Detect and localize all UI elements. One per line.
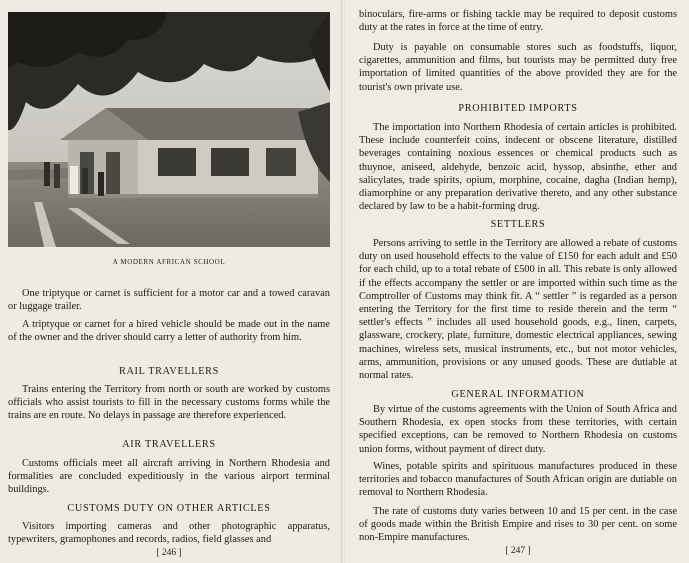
paragraph-rate-of-duty: The rate of customs duty varies between 10 and 15 per cent. in the case of goods made within the British Empire and rises to 30 per cent. on some non-Empire manufactures. [359, 506, 677, 544]
paragraph-wines: Wines, potable spirits and spirituous manufactures produced in these territories and tobacco manufactures of South African origin are dutiable on removal to Northern Rhodesia. [359, 461, 677, 499]
heading-general-information: GENERAL INFORMATION [451, 389, 585, 400]
paragraph-prohibited-imports: The importation into Northern Rhodesia of certain articles is prohibited. These include counterfeit coins, indecent or obscene literature, distilled beverages containing noxious essences or chemical products such as thuynoe, aniseed, aldehyde, benzoic acid, hyssop, absinthe, ether and salicylates, trade spirits, opium, morphine, cocaine, dagha (Indian hemp), diamorphine or any preparation derivative thereto, and any other substance declared by law to be a habit-forming drug. [359, 122, 677, 213]
photo-caption: A MODERN AFRICAN SCHOOL [112, 258, 226, 266]
right-page [345, 0, 689, 563]
page-number: [ 246 ] [156, 548, 182, 558]
paragraph-consumable-duty: Duty is payable on consumable stores such as foodstuffs, liquor, cigarettes, ammunition and films, but tourists may be permitted duty free importation of limited quantities of the above provided they are for the tourist's own private use. [359, 42, 677, 93]
paragraph-general-information: By virtue of the customs agreements with the Union of South Africa and Southern Rhodesia, ex open stocks from these territories, with certain specified exceptions, can be removed to Northern Rhodesia on customs union forms, without payment of direct duty. [359, 404, 677, 455]
heading-prohibited-imports: PROHIBITED IMPORTS [458, 103, 578, 114]
heading-air-travellers: AIR TRAVELLERS [122, 439, 216, 450]
paragraph-rail-travellers: Trains entering the Territory from north or south are worked by customs officials who assist tourists to fill in the necessary customs forms while the trains are en route. No delays in passage are therefore experienced. [8, 384, 330, 422]
paragraph-customs-duty: Visitors importing cameras and other photographic apparatus, typewriters, gramophones and records, radios, field glasses and [8, 521, 330, 546]
heading-settlers: SETTLERS [490, 219, 546, 230]
paragraph-triptyque: One triptyque or carnet is sufficient for a motor car and a towed caravan or luggage trailer. [8, 288, 330, 313]
paragraph-hired-vehicle: A triptyque or carnet for a hired vehicle should be made out in the name of the owner and the driver should carry a letter of authority from him. [8, 319, 330, 344]
paragraph-binoculars: binoculars, fire-arms or fishing tackle may be required to deposit customs duty at the rates in force at the time of entry. [359, 9, 677, 34]
paragraph-settlers: Persons arriving to settle in the Territory are allowed a rebate of customs duty on used household effects to the value of £150 for each adult and £50 for each child, up to a total rebate of £500 in all. This rebate is only allowed if the effects accompany the settler or are imported within such time as the Comptroller of Customs may think fit. A “ settler ” is regarded as a person entering the Territory for the first time to reside therein and the term “ settler's effects ” includes all used household goods, e.g., linen, carpets, glassware, crockery, plate, furniture, domestic electrical appliances, sewing machines, wireless sets, musical instruments, etc., but not motor vehicles, arms, ammunition, provisions or any unused goods. These are dutiable at normal rates. [359, 238, 677, 382]
school-photo-image [8, 12, 330, 247]
page-number-right: [ 247 ] [505, 546, 531, 556]
paragraph-air-travellers: Customs officials meet all aircraft arriving in Northern Rhodesia and formalities are concluded expeditiously in the various airport terminal buildings. [8, 458, 330, 496]
left-page [0, 0, 343, 563]
school-photograph [8, 12, 330, 247]
heading-rail-travellers: RAIL TRAVELLERS [118, 366, 220, 377]
heading-customs-duty-other-articles: CUSTOMS DUTY ON OTHER ARTICLES [67, 503, 271, 514]
